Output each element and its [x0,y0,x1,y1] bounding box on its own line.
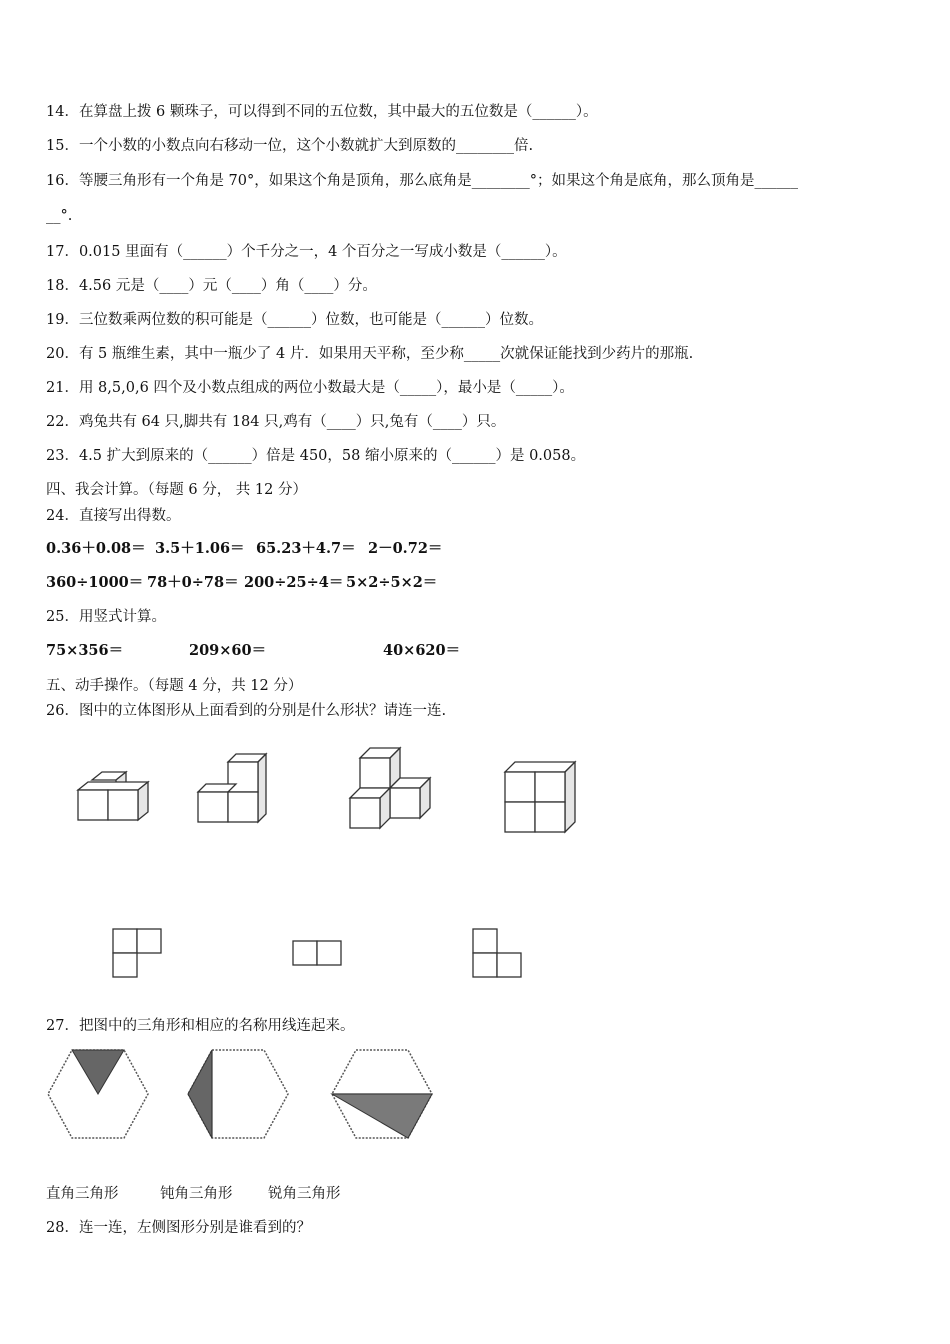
hexagon-triangle-1 [46,1048,150,1140]
calc-item: 78＋0÷78＝ [147,574,239,591]
question-21: 21．用 8,5,0,6 四个及小数点组成的两位小数最大是（_____），最小是（_____）。 [46,380,574,396]
question-25: 25．用竖式计算。 [46,609,166,625]
question-16-line1: 16．等腰三角形有一个角是 70°，如果这个角是顶角，那么底角是________°；如果这个角是底角，那么顶角是______ [46,173,799,189]
question-26: 26．图中的立体图形从上面看到的分别是什么形状？请连一连. [46,703,447,719]
question-23: 23．4.5 扩大到原来的（______）倍是 450，58 缩小原来的（______）是 0.058。 [46,448,586,464]
solid-figure-3 [348,744,438,832]
calc-item: 2－0.72＝ [368,540,443,557]
top-view-2 [292,940,342,966]
question-18: 18．4.56 元是（____）元（____）角（____）分。 [46,278,377,294]
question-14: 14．在算盘上拨 6 颗珠子，可以得到不同的五位数，其中最大的五位数是（______）。 [46,104,598,120]
question-17: 17．0.015 里面有（______）个千分之一，4 个百分之一写成小数是（______）。 [46,244,567,260]
top-view-1 [112,928,162,978]
calc-item: 5×2÷5×2＝ [346,574,438,591]
solid-figure-4 [503,760,583,836]
question-19: 19．三位数乘两位数的积可能是（______）位数，也可能是（______）位数。 [46,312,543,328]
calc-item: 0.36＋0.08＝ [46,540,146,557]
vertical-calc-item: 75×356＝ [46,642,124,659]
triangle-name-right: 直角三角形 [46,1186,119,1202]
vertical-calc-item: 40×620＝ [383,642,461,659]
question-28: 28．连一连，左侧图形分别是谁看到的？ [46,1220,311,1236]
vertical-calc-item: 209×60＝ [189,642,267,659]
calc-item: 3.5＋1.06＝ [155,540,245,557]
triangle-name-obtuse: 钝角三角形 [160,1186,233,1202]
top-view-3 [472,928,522,978]
question-22: 22．鸡兔共有 64 只,脚共有 184 只,鸡有（____）只,兔有（____）只。 [46,414,506,430]
calc-item: 65.23＋4.7＝ [256,540,356,557]
solid-figure-1 [76,770,156,824]
question-15: 15．一个小数的小数点向右移动一位，这个小数就扩大到原数的________倍. [46,138,534,154]
question-16-line2: __°. [46,208,73,224]
question-20: 20．有 5 瓶维生素，其中一瓶少了 4 片．如果用天平称，至少称_____次就保证能找到少药片的那瓶. [46,346,694,362]
question-24: 24．直接写出得数。 [46,508,181,524]
hexagon-triangle-3 [330,1048,434,1140]
solid-figure-2 [196,752,276,828]
triangle-name-acute: 锐角三角形 [268,1186,341,1202]
hexagon-triangle-2 [186,1048,290,1140]
calc-item: 200÷25÷4＝ [244,574,344,591]
section-4-title: 四、我会计算。（每题 6 分， 共 12 分） [46,482,307,498]
question-27: 27．把图中的三角形和相应的名称用线连起来。 [46,1018,355,1034]
calc-item: 360÷1000＝ [46,574,144,591]
section-5-title: 五、动手操作。（每题 4 分，共 12 分） [46,678,303,694]
